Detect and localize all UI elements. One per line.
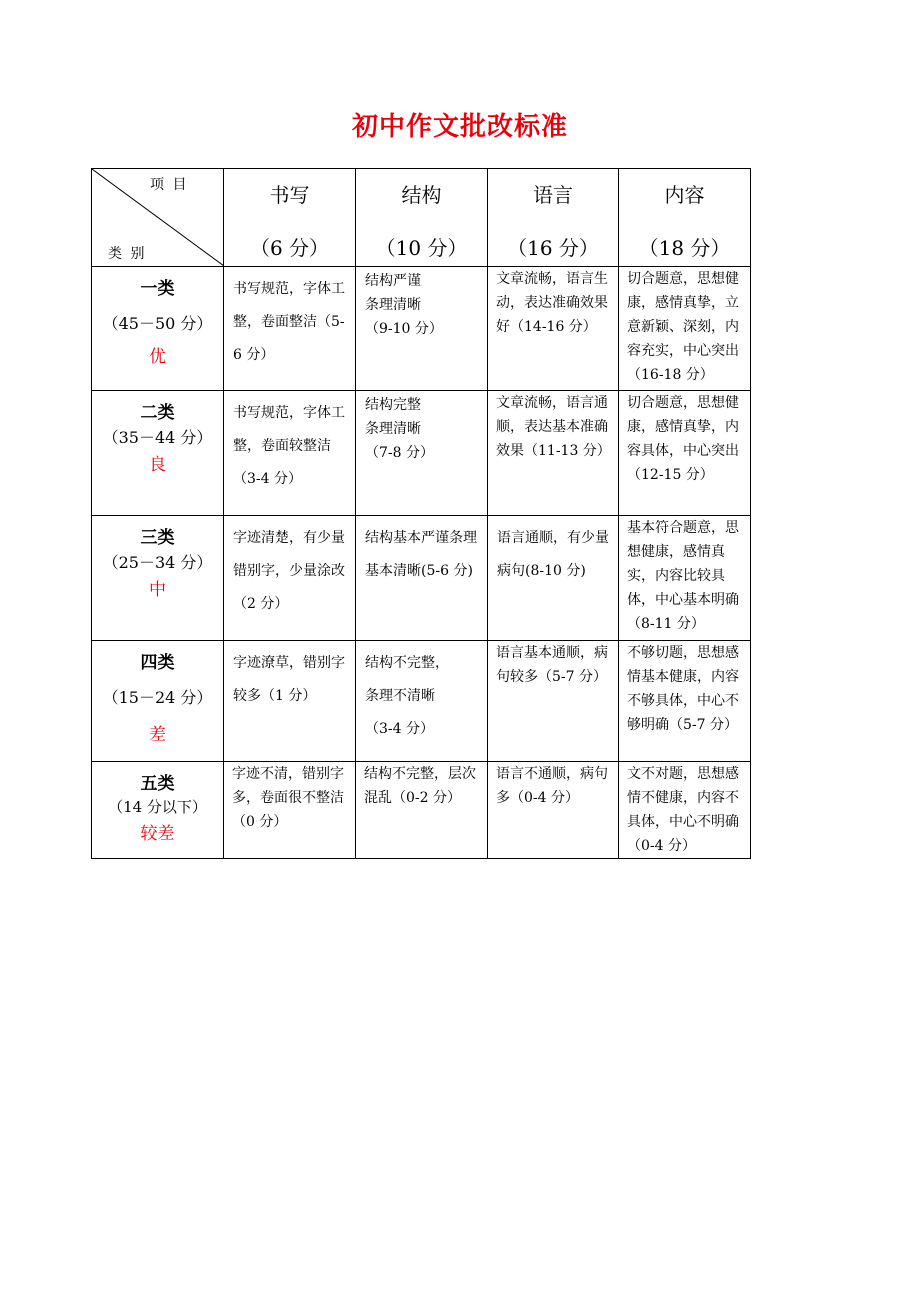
criteria-text: 书写规范，字体工整，卷面整洁（5-6 分） — [233, 281, 345, 363]
category-name: 三类 — [140, 528, 175, 548]
corner-header-cell — [92, 169, 224, 267]
content-cell — [619, 762, 751, 859]
col-header-points: （18 分） — [638, 236, 731, 260]
corner-item-label: 项 目 — [150, 177, 189, 193]
criteria-text: 文章流畅，语言生动，表达准确效果好（14-16 分） — [496, 271, 608, 335]
col-header-writing — [224, 169, 356, 267]
col-header-structure — [356, 169, 488, 267]
category-grade: 中 — [149, 580, 166, 600]
category-range: （15－24 分） — [102, 688, 213, 707]
category-cell — [92, 267, 224, 391]
structure-cell — [356, 516, 488, 641]
criteria-text: 文不对题，思想感情不健康，内容不具体，中心不明确（0-4 分） — [627, 766, 739, 854]
category-range: （25－34 分） — [102, 553, 213, 572]
criteria-text: 不够切题，思想感情基本健康，内容不够具体，中心不够明确（5-7 分） — [627, 645, 739, 733]
category-grade: 较差 — [140, 824, 175, 844]
criteria-text: 文章流畅，语言通顺，表达基本准确效果（11-13 分） — [496, 395, 611, 459]
criteria-text: 切合题意，思想健康，感情真挚，内容具体，中心突出（12-15 分） — [627, 395, 739, 483]
writing-cell — [224, 391, 356, 516]
content-cell — [619, 267, 751, 391]
col-header-language — [488, 169, 619, 267]
criteria-text: 结构基本严谨条理基本清晰(5-6 分) — [365, 530, 477, 579]
language-cell — [488, 516, 619, 641]
content-cell — [619, 391, 751, 516]
category-range: （35－44 分） — [102, 428, 213, 447]
category-cell — [92, 391, 224, 516]
structure-cell — [356, 391, 488, 516]
col-header-name: 结构 — [401, 183, 442, 207]
criteria-text: 切合题意，思想健康，感情真挚，立意新颖、深刻，内容充实，中心突出（16-18 分） — [627, 271, 739, 383]
writing-cell — [224, 516, 356, 641]
category-range: （14 分以下） — [108, 798, 207, 816]
criteria-text: 结构完整 条理清晰 （7-8 分） — [365, 397, 434, 461]
table-row — [92, 762, 751, 859]
col-header-content — [619, 169, 751, 267]
criteria-text: 结构不完整， 条理不清晰 （3-4 分） — [365, 655, 449, 737]
category-cell — [92, 641, 224, 762]
criteria-text: 书写规范，字体工整，卷面较整洁（3-4 分） — [233, 405, 345, 487]
page-title: 初中作文批改标准 — [351, 112, 568, 142]
col-header-name: 书写 — [269, 183, 310, 207]
criteria-text: 语言不通顺，病句多（0-4 分） — [496, 766, 608, 806]
writing-cell — [224, 641, 356, 762]
col-header-name: 语言 — [533, 183, 573, 207]
col-header-points: （10 分） — [375, 236, 468, 260]
criteria-text: 语言通顺，有少量病句(8-10 分) — [497, 530, 609, 579]
header-row — [92, 169, 751, 267]
structure-cell — [356, 641, 488, 762]
col-header-points: （6 分） — [249, 236, 330, 260]
language-cell — [488, 267, 619, 391]
category-name: 四类 — [140, 653, 175, 673]
language-cell — [488, 391, 619, 516]
criteria-text: 结构严谨 条理清晰 （9-10 分） — [365, 273, 443, 337]
structure-cell — [356, 267, 488, 391]
criteria-text: 结构不完整，层次混乱（0-2 分） — [364, 766, 476, 806]
criteria-text: 基本符合题意，思想健康，感情真实，内容比较具体，中心基本明确（8-11 分） — [627, 520, 739, 632]
table-row — [92, 516, 751, 641]
category-cell — [92, 516, 224, 641]
structure-cell — [356, 762, 488, 859]
criteria-text: 字迹清楚，有少量错别字，少量涂改（2 分） — [233, 530, 345, 612]
col-header-name: 内容 — [664, 183, 705, 207]
category-name: 二类 — [140, 403, 175, 423]
writing-cell — [224, 762, 356, 859]
col-header-points: （16 分） — [507, 236, 599, 260]
language-cell — [488, 641, 619, 762]
content-cell — [619, 641, 751, 762]
grading-table — [91, 168, 751, 859]
category-grade: 良 — [149, 455, 166, 475]
category-name: 一类 — [140, 279, 175, 299]
category-cell — [92, 762, 224, 859]
corner-category-label: 类 别 — [108, 246, 147, 262]
criteria-text: 字迹潦草，错别字较多（1 分） — [233, 655, 345, 704]
criteria-text: 语言基本通顺，病句较多（5-7 分） — [496, 645, 608, 685]
table-row — [92, 267, 751, 391]
content-cell — [619, 516, 751, 641]
criteria-text: 字迹不清，错别字多，卷面很不整洁（0 分） — [232, 766, 344, 830]
writing-cell — [224, 267, 356, 391]
category-grade: 差 — [149, 725, 166, 745]
category-name: 五类 — [140, 774, 175, 794]
table-row — [92, 391, 751, 516]
category-grade: 优 — [149, 347, 166, 367]
table-row — [92, 641, 751, 762]
category-range: （45－50 分） — [102, 314, 213, 333]
language-cell — [488, 762, 619, 859]
